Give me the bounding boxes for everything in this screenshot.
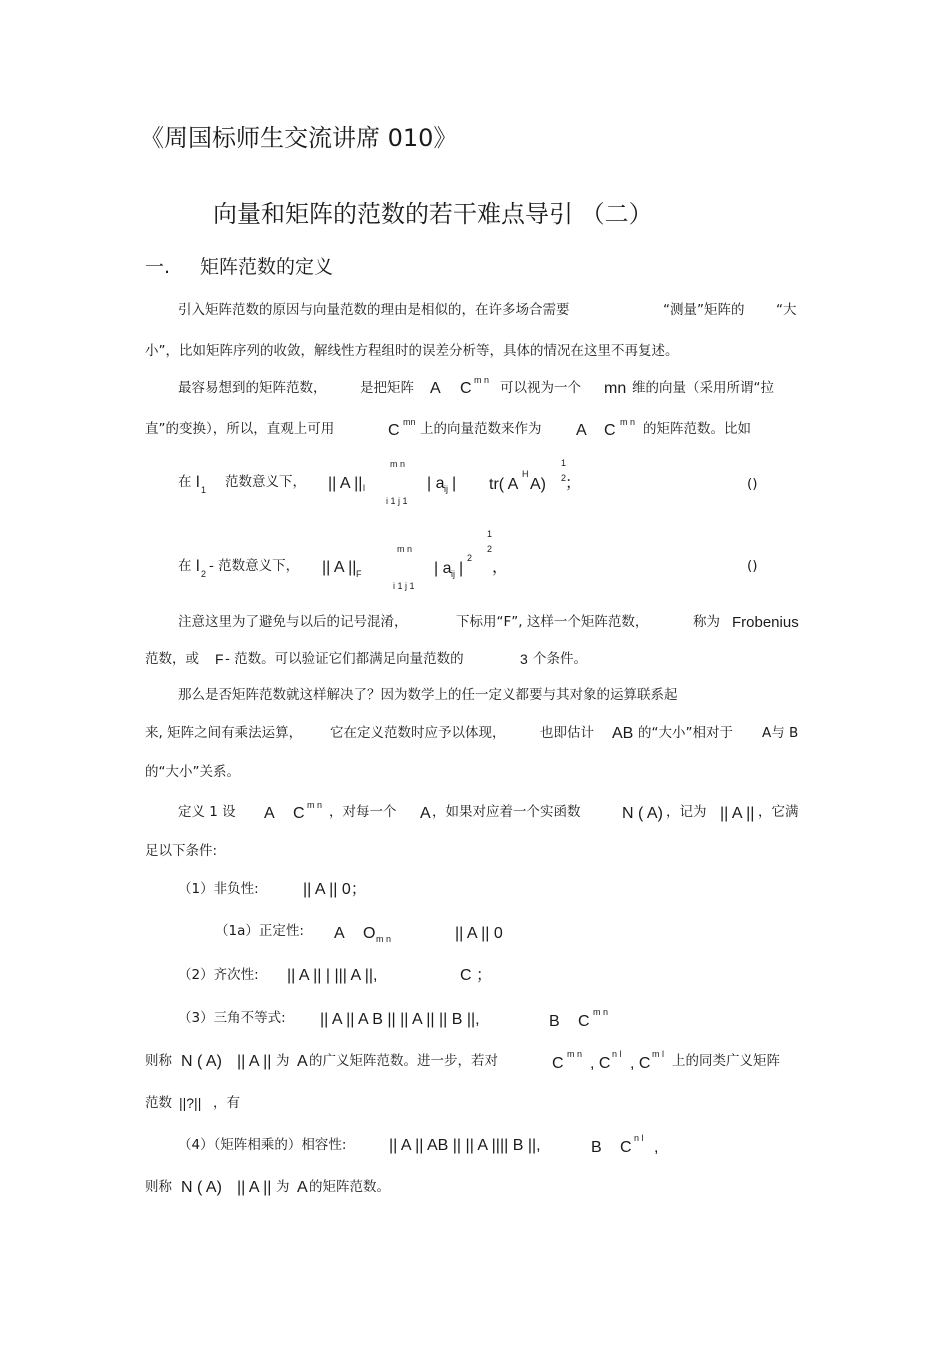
p6-A: A [297, 1179, 308, 1196]
cond1a-math: || A || 0 [455, 925, 503, 942]
series-title: 《周国标师生交流讲席 010》 [140, 124, 458, 152]
cond1-math: || A || 0； [303, 881, 367, 898]
p5-l2a: 范数 [145, 1095, 172, 1111]
eq1-pre: 在 [178, 474, 192, 490]
cond3-C: C [578, 1013, 590, 1030]
cond2-label: （2）齐次性: [178, 967, 259, 983]
def1-A: A [264, 805, 275, 822]
p1-line1c: “大 [776, 302, 797, 318]
p4-l2b: 它在定义范数时应予以体现， [330, 725, 506, 741]
p5-norm: || A || [237, 1053, 272, 1070]
eq2-pre: 在 [178, 558, 192, 574]
p6-a: 则称 [145, 1179, 172, 1195]
p6-c: 的矩阵范数。 [309, 1179, 390, 1195]
eq1-trace: tr( A [489, 476, 519, 493]
p2-space-C3: C [604, 422, 616, 439]
cond4-label: （4）（矩阵相乘的）相容性: [178, 1137, 347, 1153]
eq2-term: | a [434, 560, 452, 577]
eq1-trace-end: A) [530, 476, 546, 493]
eq2-comma: ， [492, 559, 509, 576]
def1-N: N ( A) [622, 805, 663, 822]
eq1-number: () [747, 476, 758, 492]
p4-l2a: 来, 矩阵之间有乘法运算， [145, 725, 303, 741]
p2-l2b: 上的向量范数来作为 [420, 421, 542, 437]
def1-d: ，记为 [666, 804, 707, 820]
cond1a-label: （1a）正定性: [215, 923, 304, 939]
cond3-math: || A || A B || || A || || B ||, [320, 1011, 480, 1028]
p2-c: 可以视为一个 [500, 380, 581, 396]
p5-C1: C [552, 1055, 564, 1072]
p4-AB: AB [612, 725, 634, 742]
eq2-lhs-sub: F [356, 569, 362, 579]
section-title: 矩阵范数的定义 [200, 256, 334, 278]
cond3-B: B [549, 1013, 560, 1030]
eq1-term-end: | [452, 475, 457, 492]
def1-c: ，如果对应着一个实函数 [432, 804, 581, 820]
eq2-l-sub: 2 [201, 569, 207, 579]
eq2-term-end: | [459, 560, 464, 577]
p4-A-and-B: A与 B [762, 725, 799, 741]
eq1-trace-sup: H [522, 469, 529, 479]
p1-line2: 小”，比如矩阵序列的收敛，解线性方程组时的误差分析等，具体的情况在这里不再复述。 [145, 343, 679, 359]
eq2-mid: - 范数意义下， [209, 558, 300, 574]
p3-a: 注意这里为了避免与以后的记号混淆， [178, 614, 408, 630]
eq1-lhs-sub: l [363, 483, 365, 493]
def1-dim-sup: m n [307, 800, 323, 810]
eq1-term: | a [427, 475, 445, 492]
cond1a-O: O [363, 925, 376, 942]
eq2-term-sub: ij [451, 569, 455, 579]
p5-N: N ( A) [181, 1053, 222, 1070]
p2-matrix-A: A [430, 380, 441, 397]
def1-e: ，它满 [758, 804, 799, 820]
def1-b: ，对每一个 [329, 804, 397, 820]
p5-l2q: ||?|| [179, 1095, 202, 1111]
p2-l2a: 直”的变换），所以，直观上可用 [145, 421, 335, 437]
p5-s1: m n [567, 1049, 583, 1059]
p5-A: A [297, 1053, 308, 1070]
p2-dim-sup: m n [474, 375, 490, 385]
eq2-sum-bottom: i 1 j 1 [393, 581, 415, 591]
p3-l2a: 范数，或 [145, 651, 199, 667]
p3-l2b: - 范数。可以验证它们都满足向量范数的 [225, 651, 464, 667]
cond4-C: C [620, 1139, 632, 1156]
p4-line3: 的“大小”关系。 [145, 764, 240, 780]
cond1a-A: A [334, 925, 345, 942]
def1-norm: || A || [720, 805, 755, 822]
cond4-comma: , [654, 1139, 659, 1156]
def1-A2: A [420, 805, 431, 822]
eq1-l-sub: 1 [201, 485, 207, 495]
cond2-math: || A || | ||| A ||, [287, 967, 378, 984]
p2-matrix-A2: A [576, 422, 587, 439]
p2-d: 维的向量（采用所谓“拉 [632, 380, 774, 396]
cond4-sup: n l [634, 1133, 644, 1143]
eq2-l: l [196, 558, 200, 575]
eq2-frac-bottom: 2 [487, 544, 493, 554]
eq1-term-sub: ij [444, 484, 448, 494]
def1-C: C [293, 805, 305, 822]
eq1-sum-bottom: i 1 j 1 [386, 496, 408, 506]
cond3-label: （3）三角不等式: [178, 1010, 286, 1026]
cond4-B: B [591, 1139, 602, 1156]
eq2-sum-top: m n [397, 544, 413, 554]
p2-space-C: C [460, 380, 472, 397]
p4-l2d: 的“大小”相对于 [638, 725, 733, 741]
p2-a: 最容易想到的矩阵范数， [178, 380, 327, 396]
cond4-math: || A || AB || || A |||| B ||, [389, 1137, 541, 1154]
eq1-semicolon: ； [565, 475, 582, 492]
eq2-lhs: || A || [322, 559, 357, 576]
main-title: 向量和矩阵的范数的若干难点导引 （二） [213, 200, 653, 228]
p3-b: 下标用“F”, 这样一个矩阵范数， [456, 614, 649, 630]
p5-a: 则称 [145, 1053, 172, 1069]
eq1-l: l [196, 474, 200, 491]
eq2-square: 2 [467, 553, 473, 563]
p6-N: N ( A) [181, 1179, 222, 1196]
p6-norm: || A || [237, 1179, 272, 1196]
p5-s2: n l [612, 1049, 622, 1059]
p6-b: 为 [276, 1179, 290, 1195]
cond1a-sub: m n [376, 934, 392, 944]
p3-F: F [215, 651, 224, 667]
eq1-frac-top: 1 [561, 458, 567, 468]
p1-line1a: 引入矩阵范数的原因与向量范数的理由是相似的，在许多场合需要 [178, 302, 570, 318]
p5-C2: , C [590, 1055, 611, 1072]
p2-b: 是把矩阵 [360, 380, 414, 396]
def1-line2: 足以下条件: [145, 843, 218, 859]
p5-C3: , C [630, 1055, 651, 1072]
def1-label: 定义 1 设 [178, 804, 236, 820]
p3-three: 3 [520, 651, 528, 667]
p2-dim-sup3: m n [620, 417, 636, 427]
cond2-C: C ； [460, 967, 493, 984]
p3-frobenius: Frobenius [732, 614, 799, 631]
p2-mn: mn [604, 380, 627, 397]
p2-dim-sup2: mn [403, 417, 416, 427]
p5-d: 上的同类广义矩阵 [672, 1053, 780, 1069]
p5-b: 为 [276, 1053, 290, 1069]
p3-c: 称为 [693, 614, 720, 630]
eq2-number: () [747, 558, 758, 574]
section-number: 一. [145, 256, 171, 278]
p5-s3: m l [652, 1049, 664, 1059]
eq1-frac-bottom: 2 [561, 473, 567, 483]
p5-l2b: ，有 [213, 1095, 240, 1111]
p2-l2c: 的矩阵范数。比如 [643, 421, 751, 437]
eq1-sum-top: m n [390, 459, 406, 469]
p4-l2c: 也即估计 [540, 725, 594, 741]
p3-l2c: 个条件。 [533, 651, 587, 667]
p4-line1: 那么是否矩阵范数就这样解决了？因为数学上的任一定义都要与其对象的运算联系起 [178, 687, 678, 703]
eq1-mid: 范数意义下， [225, 474, 306, 490]
cond3-sup: m n [593, 1007, 609, 1017]
p5-c: 的广义矩阵范数。进一步，若对 [309, 1053, 498, 1069]
eq2-frac-top: 1 [487, 529, 493, 539]
eq1-lhs: || A || [328, 475, 363, 492]
p2-space-C2: C [388, 422, 400, 439]
p1-line1b: “测量”矩阵的 [663, 302, 745, 318]
cond1-label: （1）非负性: [178, 881, 259, 897]
